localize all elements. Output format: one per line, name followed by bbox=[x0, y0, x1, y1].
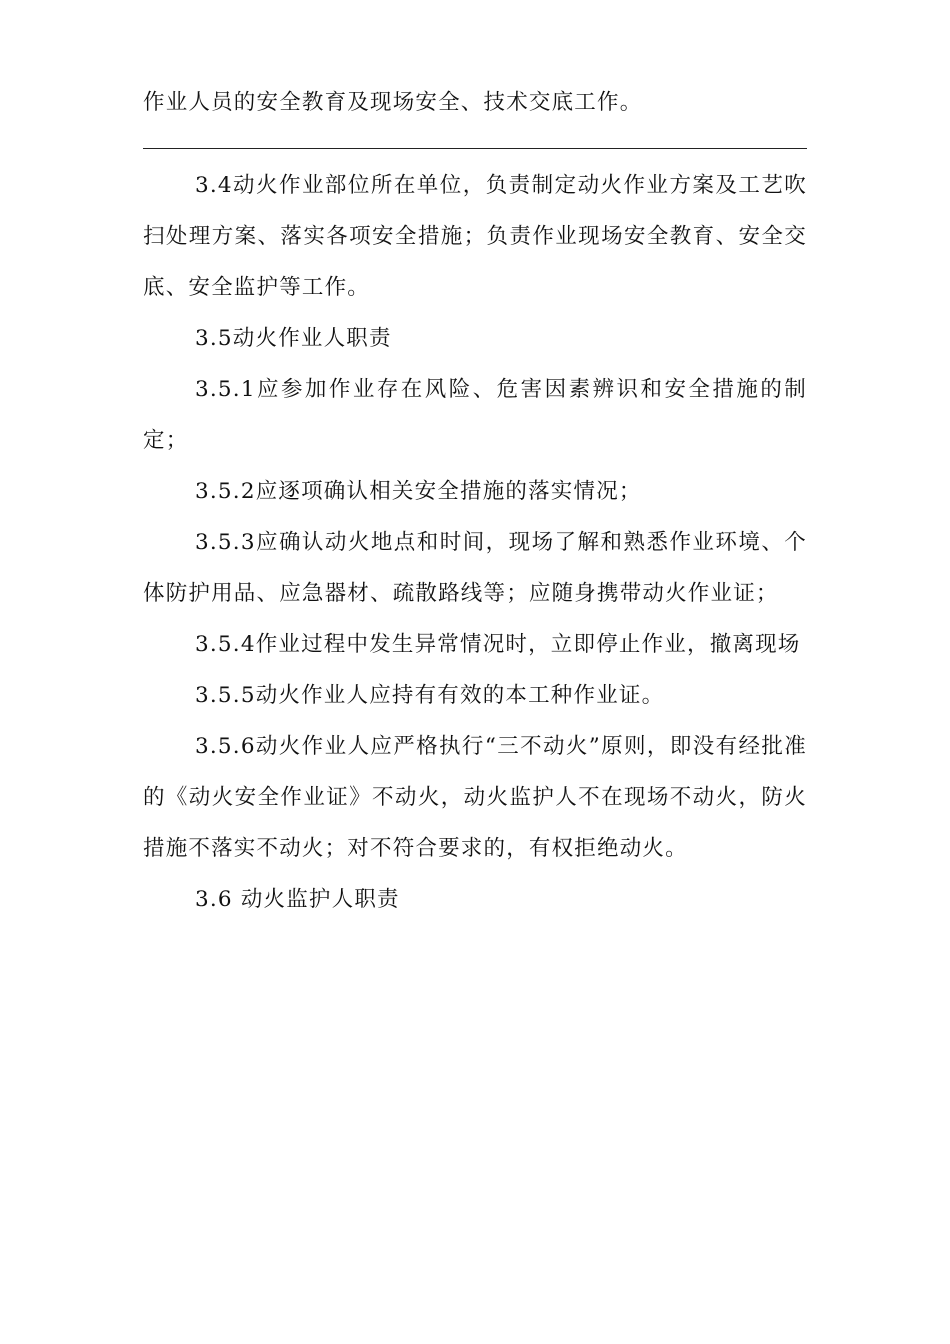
paragraph-3-5-5: 3.5.5动火作业人应持有有效的本工种作业证。 bbox=[195, 683, 665, 708]
heading-3-6: 3.6 动火监护人职责 bbox=[195, 887, 400, 912]
header-separator-line bbox=[143, 148, 807, 149]
paragraph-3-5-3: 3.5.3应确认动火地点和时间，现场了解和熟悉作业环境、个体防护用品、应急器材、疏散路线等；应随身携带动火作业证； bbox=[143, 530, 807, 606]
document-body bbox=[143, 160, 807, 925]
paragraph-3-4: 3.4动火作业部位所在单位，负责制定动火作业方案及工艺吹扫处理方案、落实各项安全措施；负责作业现场安全教育、安全交底、安全监护等工作。 bbox=[143, 173, 807, 300]
paragraph-3-5-1: 3.5.1应参加作业存在风险、危害因素辨识和安全措施的制定； bbox=[143, 377, 807, 453]
paragraph-3-5-2: 3.5.2应逐项确认相关安全措施的落实情况； bbox=[195, 479, 642, 504]
heading-3-5: 3.5动火作业人职责 bbox=[195, 326, 392, 351]
paragraph-3-5-6: 3.5.6动火作业人应严格执行“三不动火”原则，即没有经批准的《动火安全作业证》不动火，动火监护人不在现场不动火，防火措施不落实不动火；对不符合要求的，有权拒绝动火。 bbox=[143, 734, 807, 861]
carryover-paragraph: 作业人员的安全教育及现场安全、技术交底工作。 bbox=[143, 90, 643, 115]
paragraph-3-5-4: 3.5.4作业过程中发生异常情况时，立即停止作业，撤离现场 bbox=[195, 632, 801, 657]
